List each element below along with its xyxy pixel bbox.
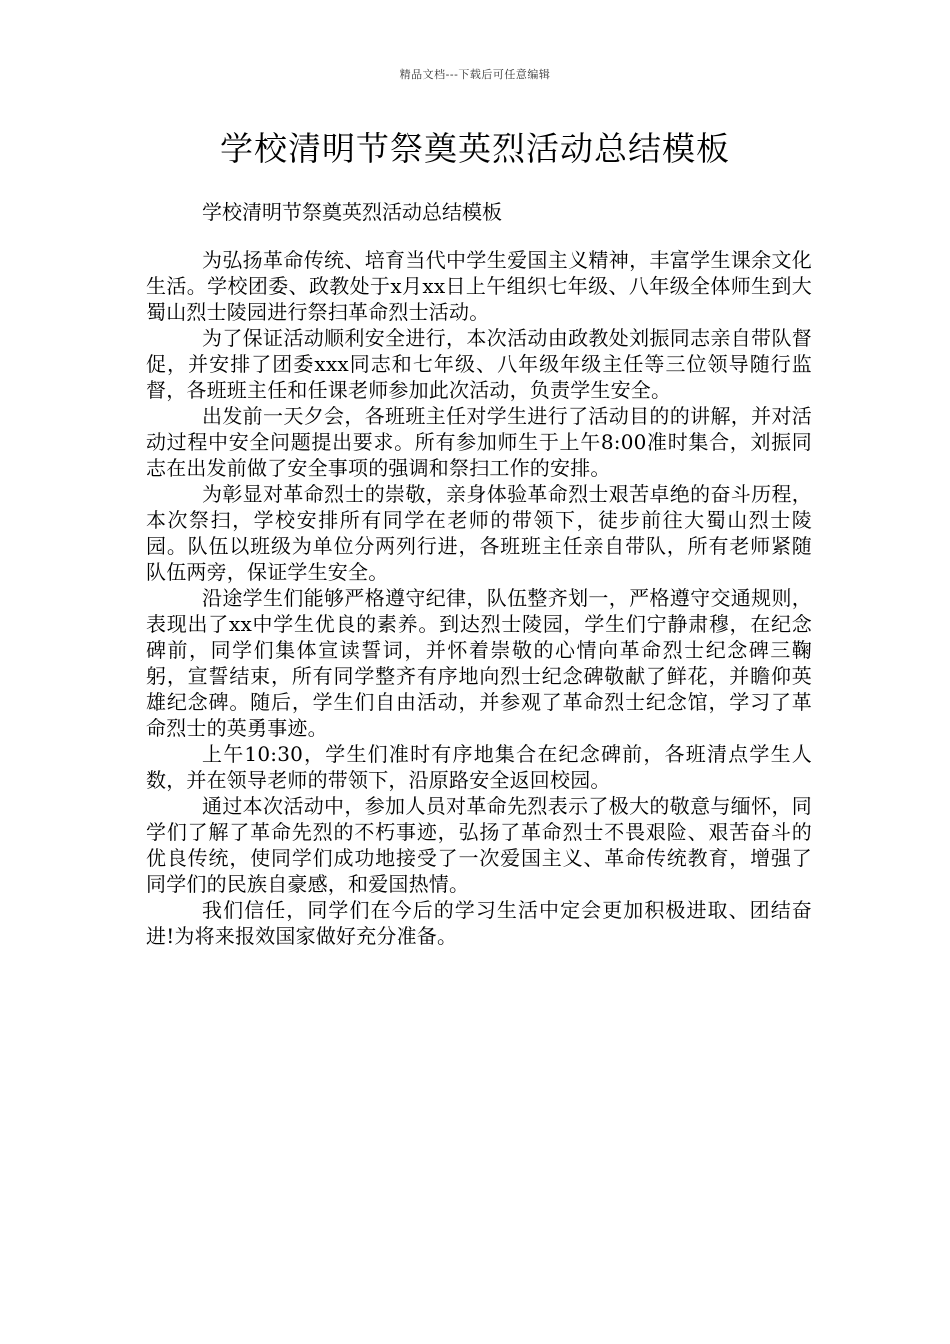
paragraph: 我们信任，同学们在今后的学习生活中定会更加积极进取、团结奋进!为将来报效国家做好充分准备。 (146, 898, 812, 948)
paragraph: 出发前一天夕会，各班班主任对学生进行了活动目的的讲解，并对活动过程中安全问题提出要求。所有参加师生于上午8:00准时集合，刘振同志在出发前做了安全事项的强调和祭扫工作的安排。 (146, 404, 812, 480)
paragraph: 沿途学生们能够严格遵守纪律，队伍整齐划一，严格遵守交通规则，表现出了xx中学生优良的素养。到达烈士陵园，学生们宁静肃穆，在纪念碑前，同学们集体宣读誓词，并怀着崇敬的心情向革命烈士纪念碑三鞠躬，宣誓结束，所有同学整齐有序地向烈士纪念碑敬献了鲜花，并瞻仰英雄纪念碑。随后，学生们自由活动，并参观了革命烈士纪念馆，学习了革命烈士的英勇事迹。 (146, 586, 812, 740)
header-note: 精品文档---下载后可任意编辑 (399, 68, 551, 81)
paragraph: 为彰显对革命烈士的崇敬，亲身体验革命烈士艰苦卓绝的奋斗历程，本次祭扫，学校安排所有同学在老师的带领下，徒步前往大蜀山烈士陵园。队伍以班级为单位分两列行进，各班班主任亲自带队，所有老师紧随队伍两旁，保证学生安全。 (146, 482, 812, 584)
paragraph: 为弘扬革命传统、培育当代中学生爱国主义精神，丰富学生课余文化生活。学校团委、政教处于x月xx日上午组织七年级、八年级全体师生到大蜀山烈士陵园进行祭扫革命烈士活动。 (146, 248, 812, 324)
document-title: 学校清明节祭奠英烈活动总结模板 (220, 129, 730, 168)
paragraph: 通过本次活动中，参加人员对革命先烈表示了极大的敬意与缅怀，同学们了解了革命先烈的不朽事迹，弘扬了革命烈士不畏艰险、艰苦奋斗的优良传统，使同学们成功地接受了一次爱国主义、革命传统教育，增强了同学们的民族自豪感，和爱国热情。 (146, 794, 812, 896)
paragraph: 为了保证活动顺利安全进行，本次活动由政教处刘振同志亲自带队督促，并安排了团委xxx同志和七年级、八年级年级主任等三位领导随行监督，各班班主任和任课老师参加此次活动，负责学生安全。 (146, 326, 812, 402)
paragraph: 上午10:30，学生们准时有序地集合在纪念碑前，各班清点学生人数，并在领导老师的带领下，沿原路安全返回校园。 (146, 742, 812, 792)
document-body (146, 247, 812, 949)
document-subtitle: 学校清明节祭奠英烈活动总结模板 (202, 200, 502, 224)
